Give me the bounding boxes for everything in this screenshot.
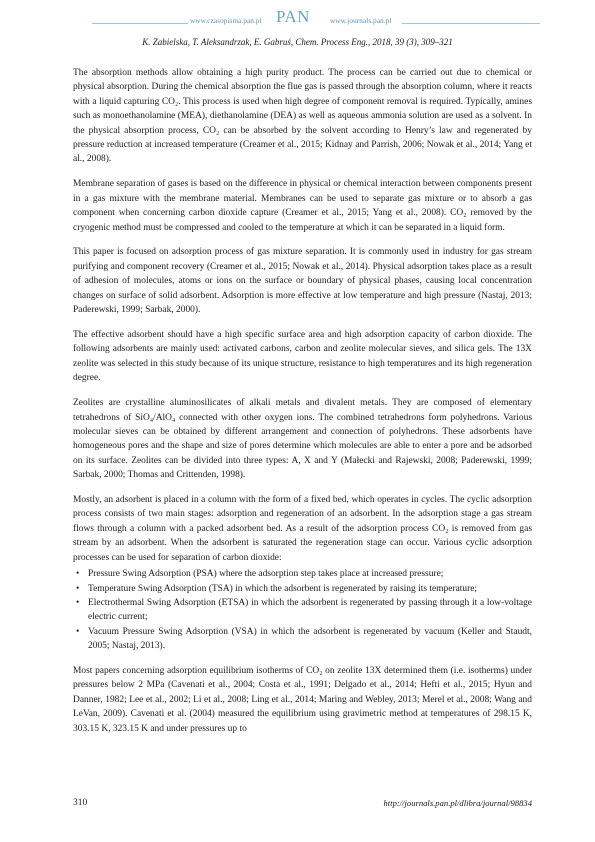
list-item-text: Electrothermal Swing Adsorption (ETSA) in which the adsorbent is regenerated by passing through it a low-voltage electric current; [88, 597, 532, 623]
list-item-text: Vacuum Pressure Swing Adsorption (VSA) in which the adsorbent is regenerated by vacuum (Keller and Staudt, 2005; Nastaj, 2013). [88, 626, 532, 652]
header-rule-right [402, 23, 540, 24]
bullet-icon: • [76, 626, 80, 637]
bullet-icon: • [76, 597, 80, 608]
process-list [73, 567, 532, 653]
journal-header [0, 6, 595, 32]
header-url-right[interactable]: www.journals.pan.pl [330, 17, 392, 25]
paragraph-adsorption-focus: This paper is focused on adsorption process of gas mixture separation. It is commonly used in industry for gas stream purifying and component recovery (Creamer et al., 2015; Nowak et al., 2014). Physical adsorption takes place as a result of adhesion of molecules, atoms or ions on the surface or boundary of physical phases, causing local concentration changes on surface of solid adsorbent. Adsorption is more effective at low temperature and high pressure (Nastaj, 2013; Paderewski, 1999; Sarbak, 2000). [73, 247, 532, 316]
footer-url[interactable]: http://journals.pan.pl/dlibra/journal/98834 [383, 798, 532, 808]
bullet-icon: • [76, 583, 80, 594]
paragraph-membrane: Membrane separation of gases is based on the difference in physical or chemical interaction between components present in a gas mixture with the membrane material. Membranes can be used to separate gas mixture or to absorb a gas component when concerning carbon dioxide capture (Creamer et al., 2015; Yang et al., 2008). CO₂ removed by the cryogenic method must be compressed and cooled to the temperature at which it can be separated in a liquid form. [73, 179, 532, 233]
pan-logo: PAN [276, 7, 310, 26]
running-head: K. Zabielska, T. Aleksandrzak, E. Gabruś, Chem. Process Eng., 2018, 39 (3), 309–321 [142, 37, 453, 47]
paragraph-zeolites: Zeolites are crystalline aluminosilicates of alkali metals and divalent metals. They are composed of elementary tetrahedrons of SiO₄/AlO₄ connected with other oxygen ions. The combined tetrahedrons form polyhedrons. Various molecular sieves can be obtained by different arrangement and connection of polyhedrons. These adsorbents have homogeneous pores and the shape and size of pores determine which molecules are able to enter a pore and be adsorbed on its surface. Zeolites can be divided into three types: A, X and Y (Małecki and Rajewski, 2008; Paderewski, 1999; Sarbak, 2000; Thomas and Crittenden, 1998). [73, 398, 532, 481]
list-item-text: Temperature Swing Adsorption (TSA) in which the adsorbent is regenerated by raising its temperature; [88, 583, 478, 594]
list-item [76, 582, 532, 596]
paragraph-cyclic-process: Mostly, an adsorbent is placed in a column with the form of a fixed bed, which operates in cycles. The cyclic adsorption process consists of two main stages: adsorption and regeneration of an adsorbent. In the adsorption stage a gas stream flows through a column with a packed adsorbent bed. As a result of the adsorption process CO₂ is removed from gas stream by an adsorbent. When the adsorbent is saturated the regeneration stage can occur. Various cyclic adsorption processes can be used for separation of carbon dioxide: [73, 495, 532, 563]
paragraph-absorption: The absorption methods allow obtaining a high purity product. The process can be carried out due to chemical or physical absorption. During the chemical absorption the flue gas is passed through the absorption column, where it reacts with a liquid capturing CO₂. This process is used when high degree of component removal is required. Typically, amines such as monoethanolamine (MEA), diethanolamine (DEA) as well as aqueous ammonia solution are used as a solvent. In the physical absorption process, CO₂ can be absorbed by the solvent according to Henry’s law and regenerated by pressure reduction at increased temperature (Creamer et al., 2015; Kidnay and Parrish, 2006; Nowak et al., 2014; Yang et al., 2008). [73, 68, 532, 165]
list-item [76, 596, 532, 625]
header-url-left[interactable]: www.czasopisma.pan.pl [190, 17, 262, 25]
bullet-icon: • [76, 569, 80, 580]
article-body [73, 66, 532, 747]
list-item-text: Pressure Swing Adsorption (PSA) where the adsorption step takes place at increased pressure; [88, 569, 444, 580]
paragraph-effective-adsorbent: The effective adsorbent should have a high specific surface area and high adsorption capacity of carbon dioxide. The following adsorbents are mainly used: activated carbons, carbon and zeolite molecular sieves, and silica gels. The 13X zeolite was selected in this study because of its unique structure, resistance to high temperatures and its high regeneration degree. [73, 330, 532, 384]
list-item [76, 625, 532, 654]
list-item [76, 567, 532, 581]
page-number: 310 [73, 798, 88, 808]
header-rule-left [92, 23, 188, 24]
paragraph-isotherms: Most papers concerning adsorption equilibrium isotherms of CO₂ on zeolite 13X determined them (i.e. isotherms) under pressures below 2 MPa (Cavenati et al., 2004; Costa et al., 1991; Delgado et al., 2014; Hefti et al., 2015; Hyun and Danner, 1982; Lee et al., 2002; Li et al., 2008; Ling et al., 2014; Maring and Webley, 2013; Merel et al., 2008; Wang and LeVan, 2009). Cavenati et al. (2004) measured the equilibrium using gravimetric method at temperatures of 298.15 K, 303.15 K, 323.15 K and under pressures up to [73, 666, 532, 734]
